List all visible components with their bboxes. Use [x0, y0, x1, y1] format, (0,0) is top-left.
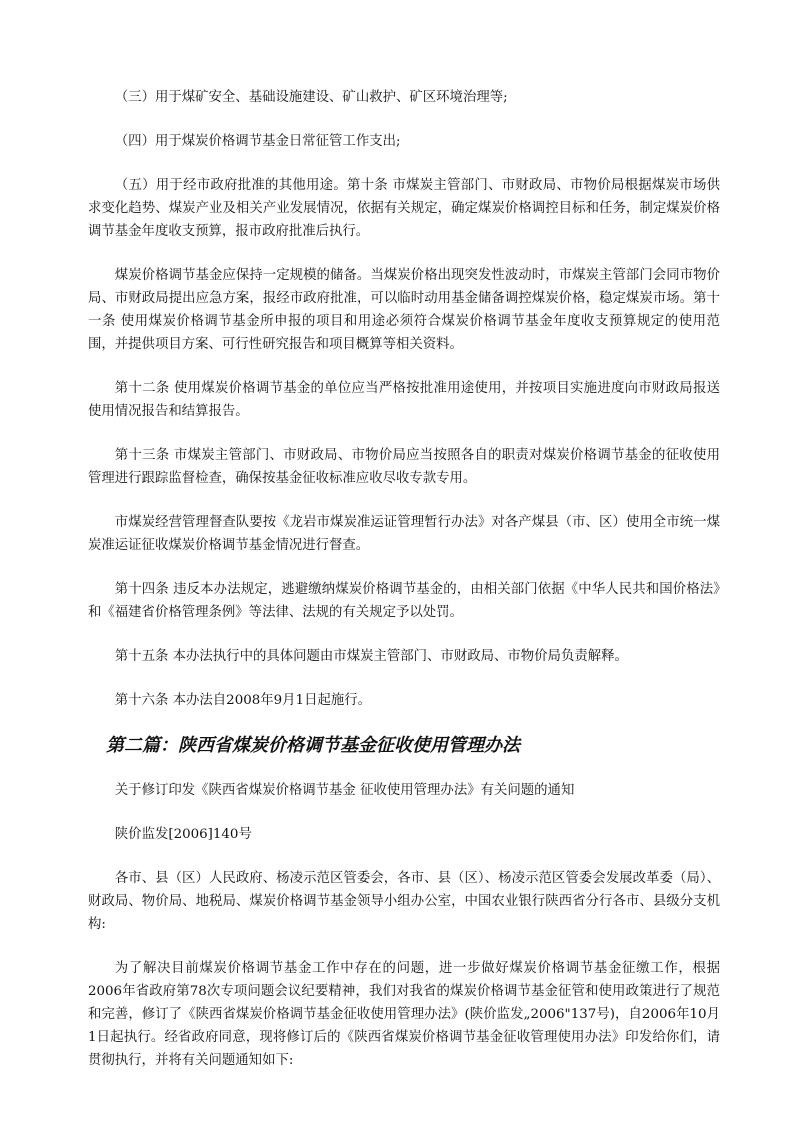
notice-body-paragraph: 为了解决目前煤炭价格调节基金工作中存在的问题，进一步做好煤炭价格调节基金征缴工作，根据2006年省政府第78次专项问题会议纪要精神，我们对我省的煤炭价格调节基金征管和使用政策进行了规范和完善，修订了《陕西省煤炭价格调节基金征收使用管理办法》(陕价监发„2006"137号)，自2006年10月1日起执行。经省政府同意，现将修订后的《陕西省煤炭价格调节基金征收管理使用办法》印发给你们，请贯彻执行，并将有关问题通知如下:	[88, 961, 720, 1068]
paragraph-item-5-article-10: （五）用于经市政府批准的其他用途。第十条 市煤炭主管部门、市财政局、市物价局根据煤炭市场供求变化趋势、煤炭产业及相关产业发展情况，依据有关规定，确定煤炭价格调控目标和任务，制定煤炭价格调节基金年度收支预算，报市政府批准后执行。	[88, 178, 720, 239]
paragraph-article-16: 第十六条 本办法自2008年9月1日起施行。	[114, 693, 372, 708]
paragraph-article-15: 第十五条 本办法执行中的具体问题由市煤炭主管部门、市财政局、市物价局负责解释。	[114, 649, 628, 664]
paragraph-item-4: （四）用于煤炭价格调节基金日常征管工作支出;	[114, 134, 401, 149]
paragraph-inspection-team: 市煤炭经营管理督查队要按《龙岩市煤炭准运证管理暂行办法》对各产煤县（市、区）使用全市统一煤炭准运证征收煤炭价格调节基金情况进行督查。	[88, 515, 720, 553]
document-page	[88, 86, 720, 1093]
paragraph-item-3: （三）用于煤矿安全、基础设施建设、矿山救护、矿区环境治理等;	[114, 90, 508, 105]
document-number: 陕价监发[2006]140号	[114, 827, 252, 842]
paragraph-article-13: 第十三条 市煤炭主管部门、市财政局、市物价局应当按照各自的职责对煤炭价格调节基金的征收使用管理进行跟踪监督检查，确保按基金征收标准应收尽收专款专用。	[88, 448, 720, 486]
paragraph-reserve-article-11: 煤炭价格调节基金应保持一定规模的储备。当煤炭价格出现突发性波动时，市煤炭主管部门会同市物价局、市财政局提出应急方案，报经市政府批准，可以临时动用基金储备调控煤炭价格，稳定煤炭市场。第十一条 使用煤炭价格调节基金所申报的项目和用途必须符合煤炭价格调节基金年度收支预算规定的使用范围，并提供项目方案、可行性研究报告和项目概算等相关资料。	[88, 268, 720, 352]
paragraph-article-14: 第十四条 违反本办法规定，逃避缴纳煤炭价格调节基金的，由相关部门依据《中华人民共和国价格法》和《福建省价格管理条例》等法律、法规的有关规定予以处罚。	[88, 582, 720, 620]
paragraph-article-12: 第十二条 使用煤炭价格调节基金的单位应当严格按批准用途使用，并按项目实施进度向市财政局报送使用情况报告和结算报告。	[88, 381, 720, 419]
section-heading: 第二篇：陕西省煤炭价格调节基金征收使用管理办法	[106, 735, 520, 756]
notice-title: 关于修订印发《陕西省煤炭价格调节基金 征收使用管理办法》有关问题的通知	[114, 783, 575, 798]
addressees-paragraph: 各市、县（区）人民政府、杨凌示范区管委会，各市、县（区）、杨凌示范区管委会发展改革委（局）、财政局、物价局、地税局、煤炭价格调节基金领导小组办公室，中国农业银行陕西省分行各市、县级分支机构:	[88, 871, 720, 932]
